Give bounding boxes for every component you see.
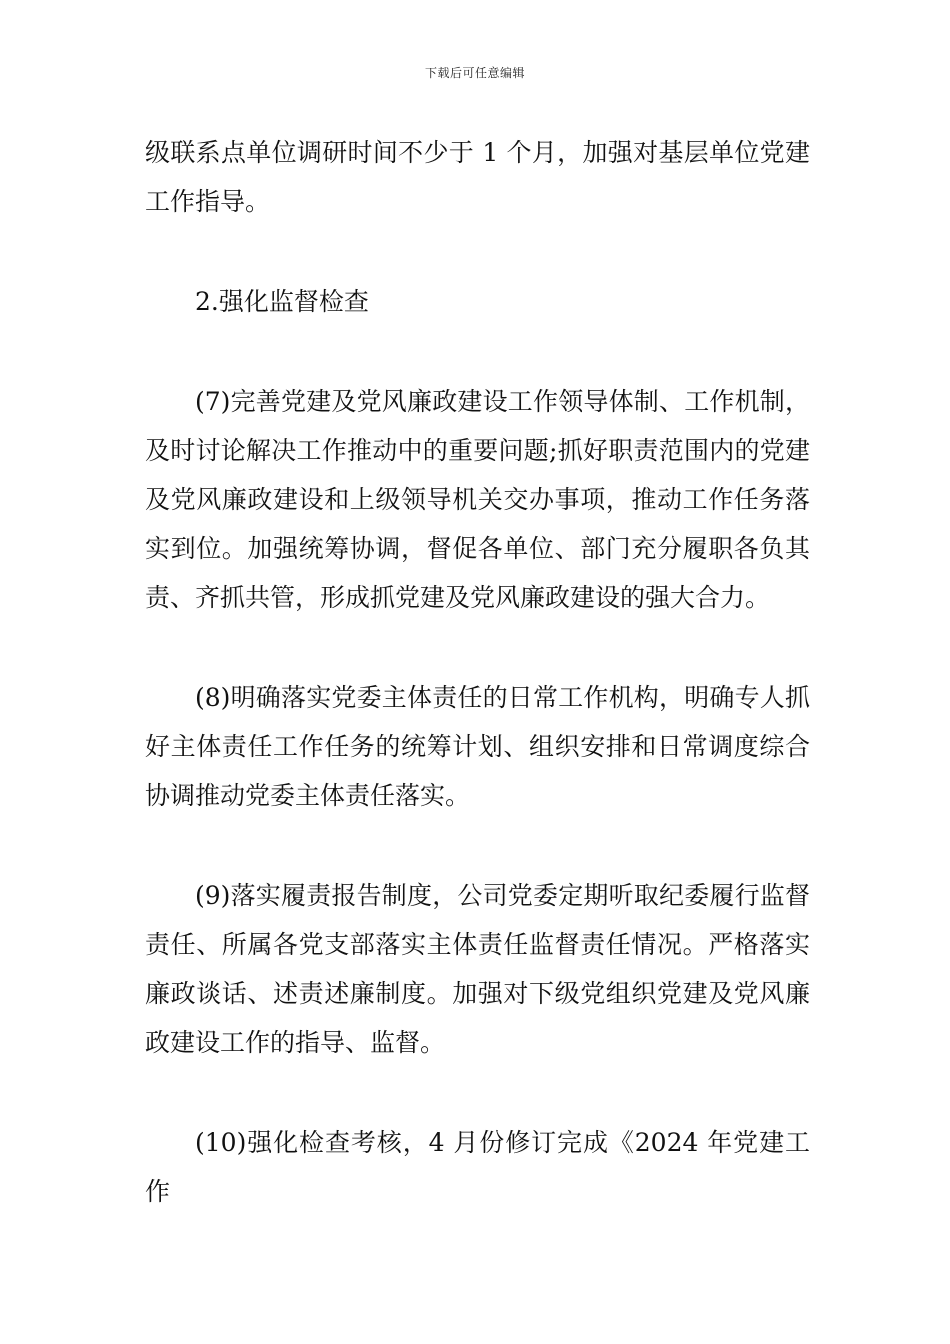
document-body bbox=[145, 128, 810, 1267]
page-header-note: 下载后可任意编辑 bbox=[424, 66, 525, 80]
section-heading: 2.强化监督检查 bbox=[195, 287, 369, 316]
paragraph-item-8: (8)明确落实党委主体责任的日常工作机构，明确专人抓好主体责任工作任务的统筹计划、组织安排和日常调度综合协调推动党委主体责任落实。 bbox=[145, 683, 810, 810]
paragraph-item-9: (9)落实履责报告制度，公司党委定期听取纪委履行监督责任、所属各党支部落实主体责任监督责任情况。严格落实廉政谈话、述责述廉制度。加强对下级党组织党建及党风廉政建设工作的指导、监督。 bbox=[145, 881, 810, 1057]
paragraph-continuation: 级联系点单位调研时间不少于 1 个月，加强对基层单位党建工作指导。 bbox=[145, 138, 810, 216]
paragraph-item-7: (7)完善党建及党风廉政建设工作领导体制、工作机制，及时讨论解决工作推动中的重要问题;抓好职责范围内的党建及党风廉政建设和上级领导机关交办事项，推动工作任务落实到位。加强统筹协调，督促各单位、部门充分履职各负其责、齐抓共管，形成抓党建及党风廉政建设的强大合力。 bbox=[145, 387, 810, 612]
paragraph-item-10: (10)强化检查考核，4 月份修订完成《2024 年党建工作 bbox=[145, 1128, 810, 1206]
